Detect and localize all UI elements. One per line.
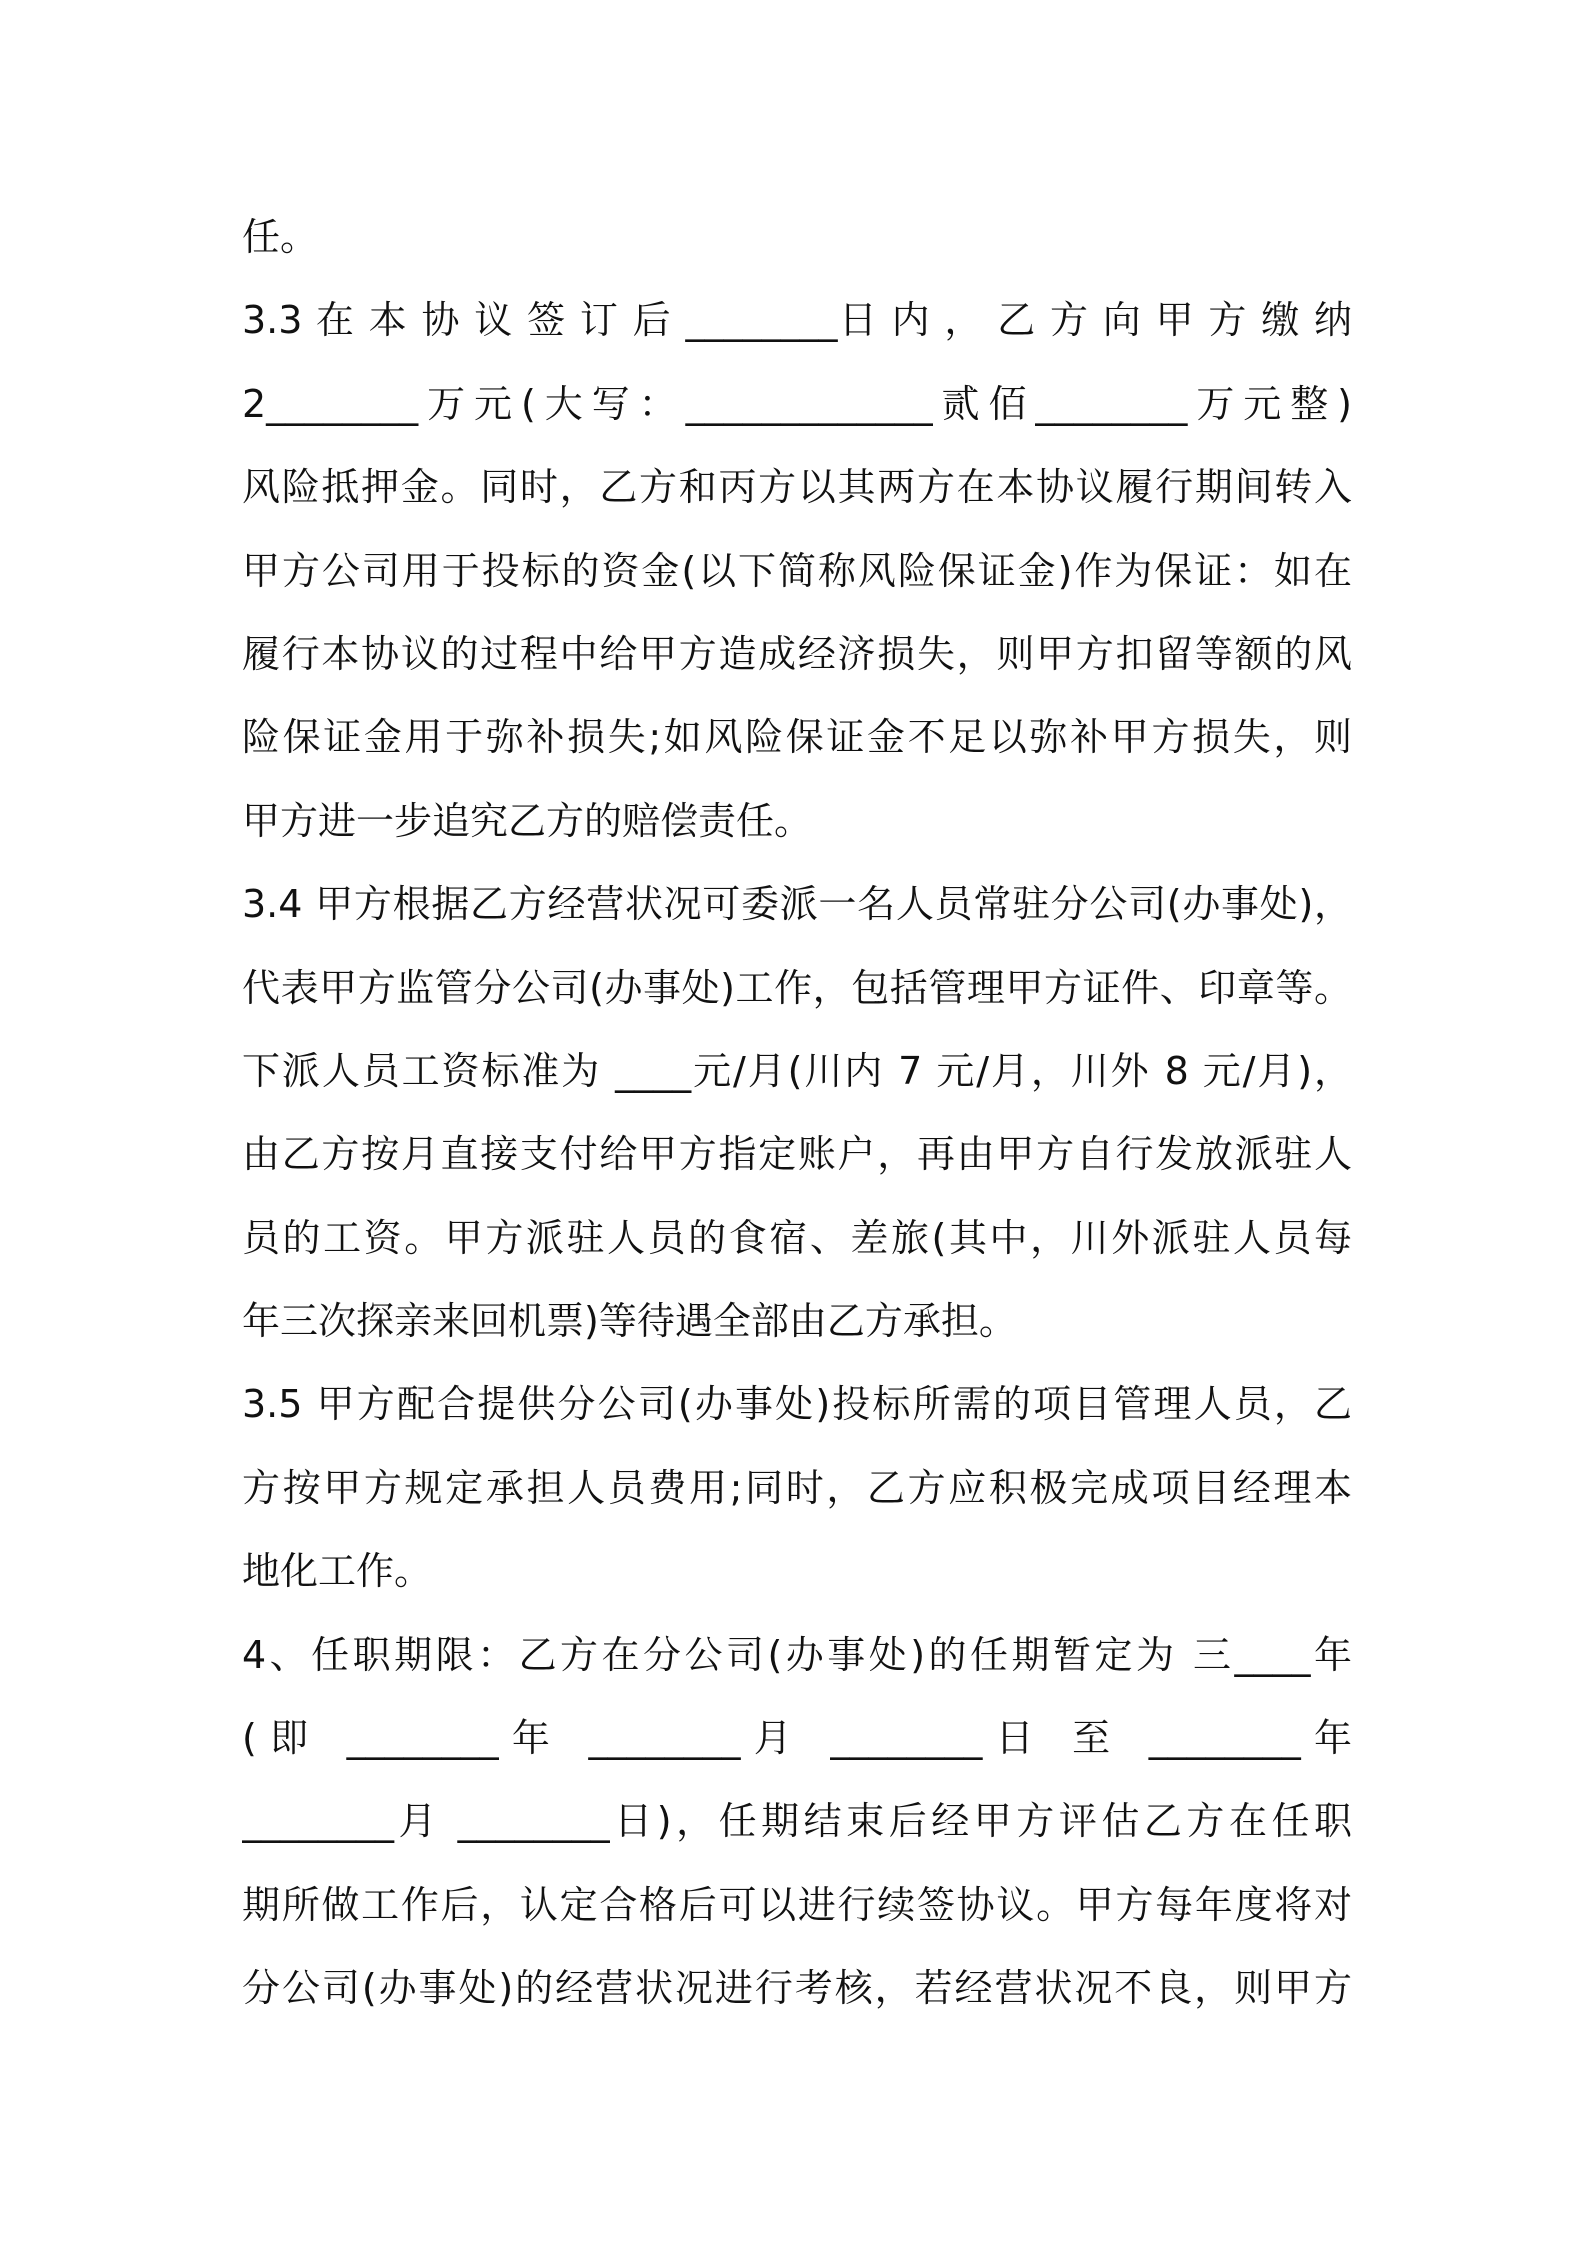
text-line: 3.5 甲方配合提供分公司(办事处)投标所需的项目管理人员，乙 bbox=[242, 1382, 1352, 1427]
text-line: 风险抵押金。同时，乙方和丙方以其两方在本协议履行期间转入 bbox=[242, 465, 1352, 510]
text-line: 甲方公司用于投标的资金(以下简称风险保证金)作为保证：如在 bbox=[242, 548, 1352, 593]
text-line: 员的工资。甲方派驻人员的食宿、差旅(其中，川外派驻人员每 bbox=[242, 1215, 1352, 1260]
text-line: 年三次探亲来回机票)等待遇全部由乙方承担。 bbox=[242, 1299, 1017, 1344]
text-line: 地化工作。 bbox=[242, 1549, 433, 1594]
text-line: 履行本协议的过程中给甲方造成经济损失，则甲方扣留等额的风 bbox=[242, 631, 1352, 676]
text-line: 任。 bbox=[242, 215, 319, 259]
text-line: 甲方进一步追究乙方的赔偿责任。 bbox=[242, 798, 813, 843]
text-line: (即 ________年 ________月 ________日 至 ________年 bbox=[242, 1716, 1352, 1761]
text-line: 4、任职期限：乙方在分公司(办事处)的任期暂定为 三____年 bbox=[242, 1632, 1352, 1677]
text-line: 3.4 甲方根据乙方经营状况可委派一名人员常驻分公司(办事处)， bbox=[242, 882, 1352, 927]
text-line: 下派人员工资标准为 ____元/月(川内 7 元/月，川外 8 元/月)， bbox=[242, 1048, 1352, 1093]
text-line: 2________万元(大写：_____________贰佰________万元整) bbox=[242, 381, 1352, 426]
text-line: 险保证金用于弥补损失;如风险保证金不足以弥补甲方损失，则 bbox=[242, 715, 1352, 760]
text-line: 分公司(办事处)的经营状况进行考核，若经营状况不良，则甲方 bbox=[242, 1966, 1352, 2011]
text-line: 3.3 在 本 协 议 签 订 后 ________日 内 ， 乙 方 向 甲 方 缴 纳 bbox=[242, 298, 1352, 343]
text-line: 方按甲方规定承担人员费用;同时，乙方应积极完成项目经理本 bbox=[242, 1465, 1352, 1510]
text-line: ________月 ________日)，任期结束后经甲方评估乙方在任职 bbox=[242, 1799, 1352, 1844]
text-line: 期所做工作后，认定合格后可以进行续签协议。甲方每年度将对 bbox=[242, 1882, 1352, 1927]
text-line: 由乙方按月直接支付给甲方指定账户，再由甲方自行发放派驻人 bbox=[242, 1132, 1352, 1177]
document-body bbox=[242, 196, 1352, 2031]
text-line: 代表甲方监管分公司(办事处)工作，包括管理甲方证件、印章等。 bbox=[242, 965, 1352, 1010]
